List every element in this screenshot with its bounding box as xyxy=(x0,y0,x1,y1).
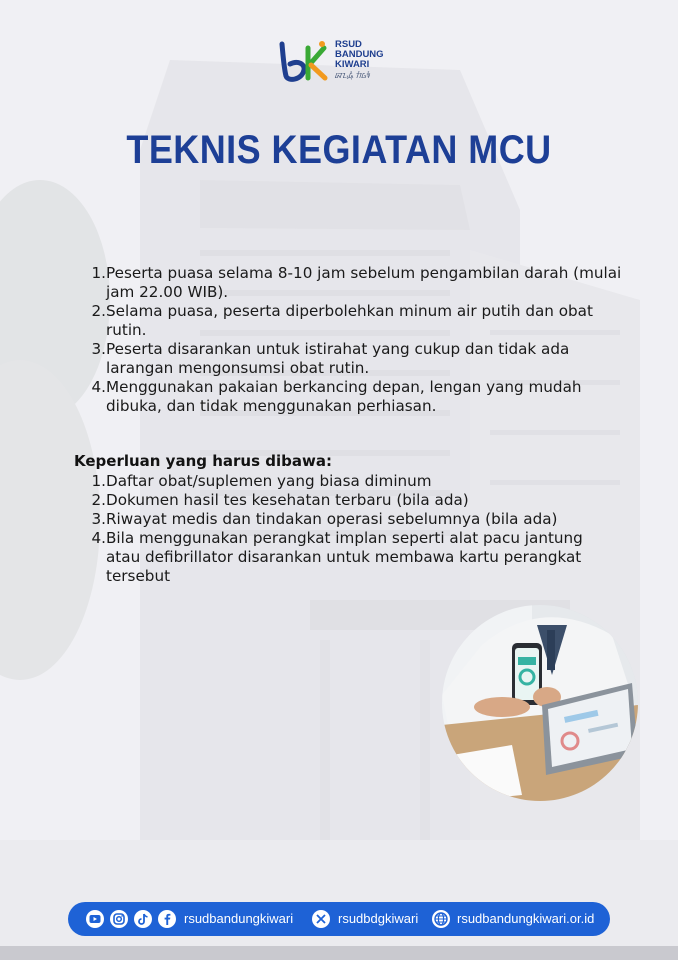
list-item-text: Dokumen hasil tes kesehatan terbaru (bila ada) xyxy=(106,491,469,509)
requirements-list xyxy=(76,472,616,586)
globe-icon[interactable] xyxy=(432,910,450,928)
hospital-logo xyxy=(278,38,398,84)
procedure-item xyxy=(76,378,622,416)
list-item-number: 2. xyxy=(91,302,106,320)
procedure-item xyxy=(76,264,622,302)
bottom-band xyxy=(0,946,678,960)
instagram-icon[interactable] xyxy=(110,910,128,928)
list-item-text: Menggunakan pakaian berkancing depan, lengan yang mudah dibuka, dan tidak menggunakan perhiasan. xyxy=(106,378,582,415)
requirement-item xyxy=(76,510,616,529)
list-item-number: 2. xyxy=(91,491,106,509)
list-item-text: Peserta disarankan untuk istirahat yang cukup dan tidak ada larangan mengonsumsi obat rutin. xyxy=(106,340,570,377)
list-item-text: Riwayat medis dan tindakan operasi sebelumnya (bila ada) xyxy=(106,510,558,528)
social-footer xyxy=(68,902,610,936)
list-item-number: 1. xyxy=(91,264,106,282)
x-handle[interactable]: rsudbdgkiwari xyxy=(338,911,419,926)
procedure-list xyxy=(76,264,622,416)
list-item-number: 4. xyxy=(91,529,106,547)
bk-logo-mark xyxy=(278,38,330,84)
list-item-number: 3. xyxy=(91,340,106,358)
list-item-text: Peserta puasa selama 8-10 jam sebelum pengambilan darah (mulai jam 22.00 WIB). xyxy=(106,264,622,301)
requirement-item xyxy=(76,491,616,510)
requirements-heading: Keperluan yang harus dibawa: xyxy=(74,452,332,470)
procedure-item xyxy=(76,302,622,340)
logo-sundanese-script: ᮘᮔ᮪ᮓᮥᮀ ᮊᮤᮝᮛᮤ xyxy=(335,72,370,80)
logo-text: RSUD BANDUNG KIWARI xyxy=(335,39,384,70)
website-link[interactable]: rsudbandungkiwari.or.id xyxy=(457,911,595,926)
social-handle[interactable]: rsudbandungkiwari xyxy=(184,911,294,926)
doctor-tablet-photo xyxy=(442,605,638,801)
page-title: TEKNIS KEGIATAN MCU xyxy=(126,128,552,172)
youtube-icon[interactable] xyxy=(86,910,104,928)
facebook-icon[interactable] xyxy=(158,910,176,928)
list-item-number: 1. xyxy=(91,472,106,490)
x-icon[interactable] xyxy=(312,910,330,928)
list-item-number: 4. xyxy=(91,378,106,396)
list-item-text: Selama puasa, peserta diperbolehkan minum air putih dan obat rutin. xyxy=(106,302,593,339)
list-item-number: 3. xyxy=(91,510,106,528)
procedure-item xyxy=(76,340,622,378)
requirement-item xyxy=(76,529,616,586)
list-item-text: Bila menggunakan perangkat implan seperti alat pacu jantung atau defibrillator disarankan untuk membawa kartu perangkat tersebut xyxy=(106,529,583,585)
requirement-item xyxy=(76,472,616,491)
tiktok-icon[interactable] xyxy=(134,910,152,928)
list-item-text: Daftar obat/suplemen yang biasa diminum xyxy=(106,472,432,490)
